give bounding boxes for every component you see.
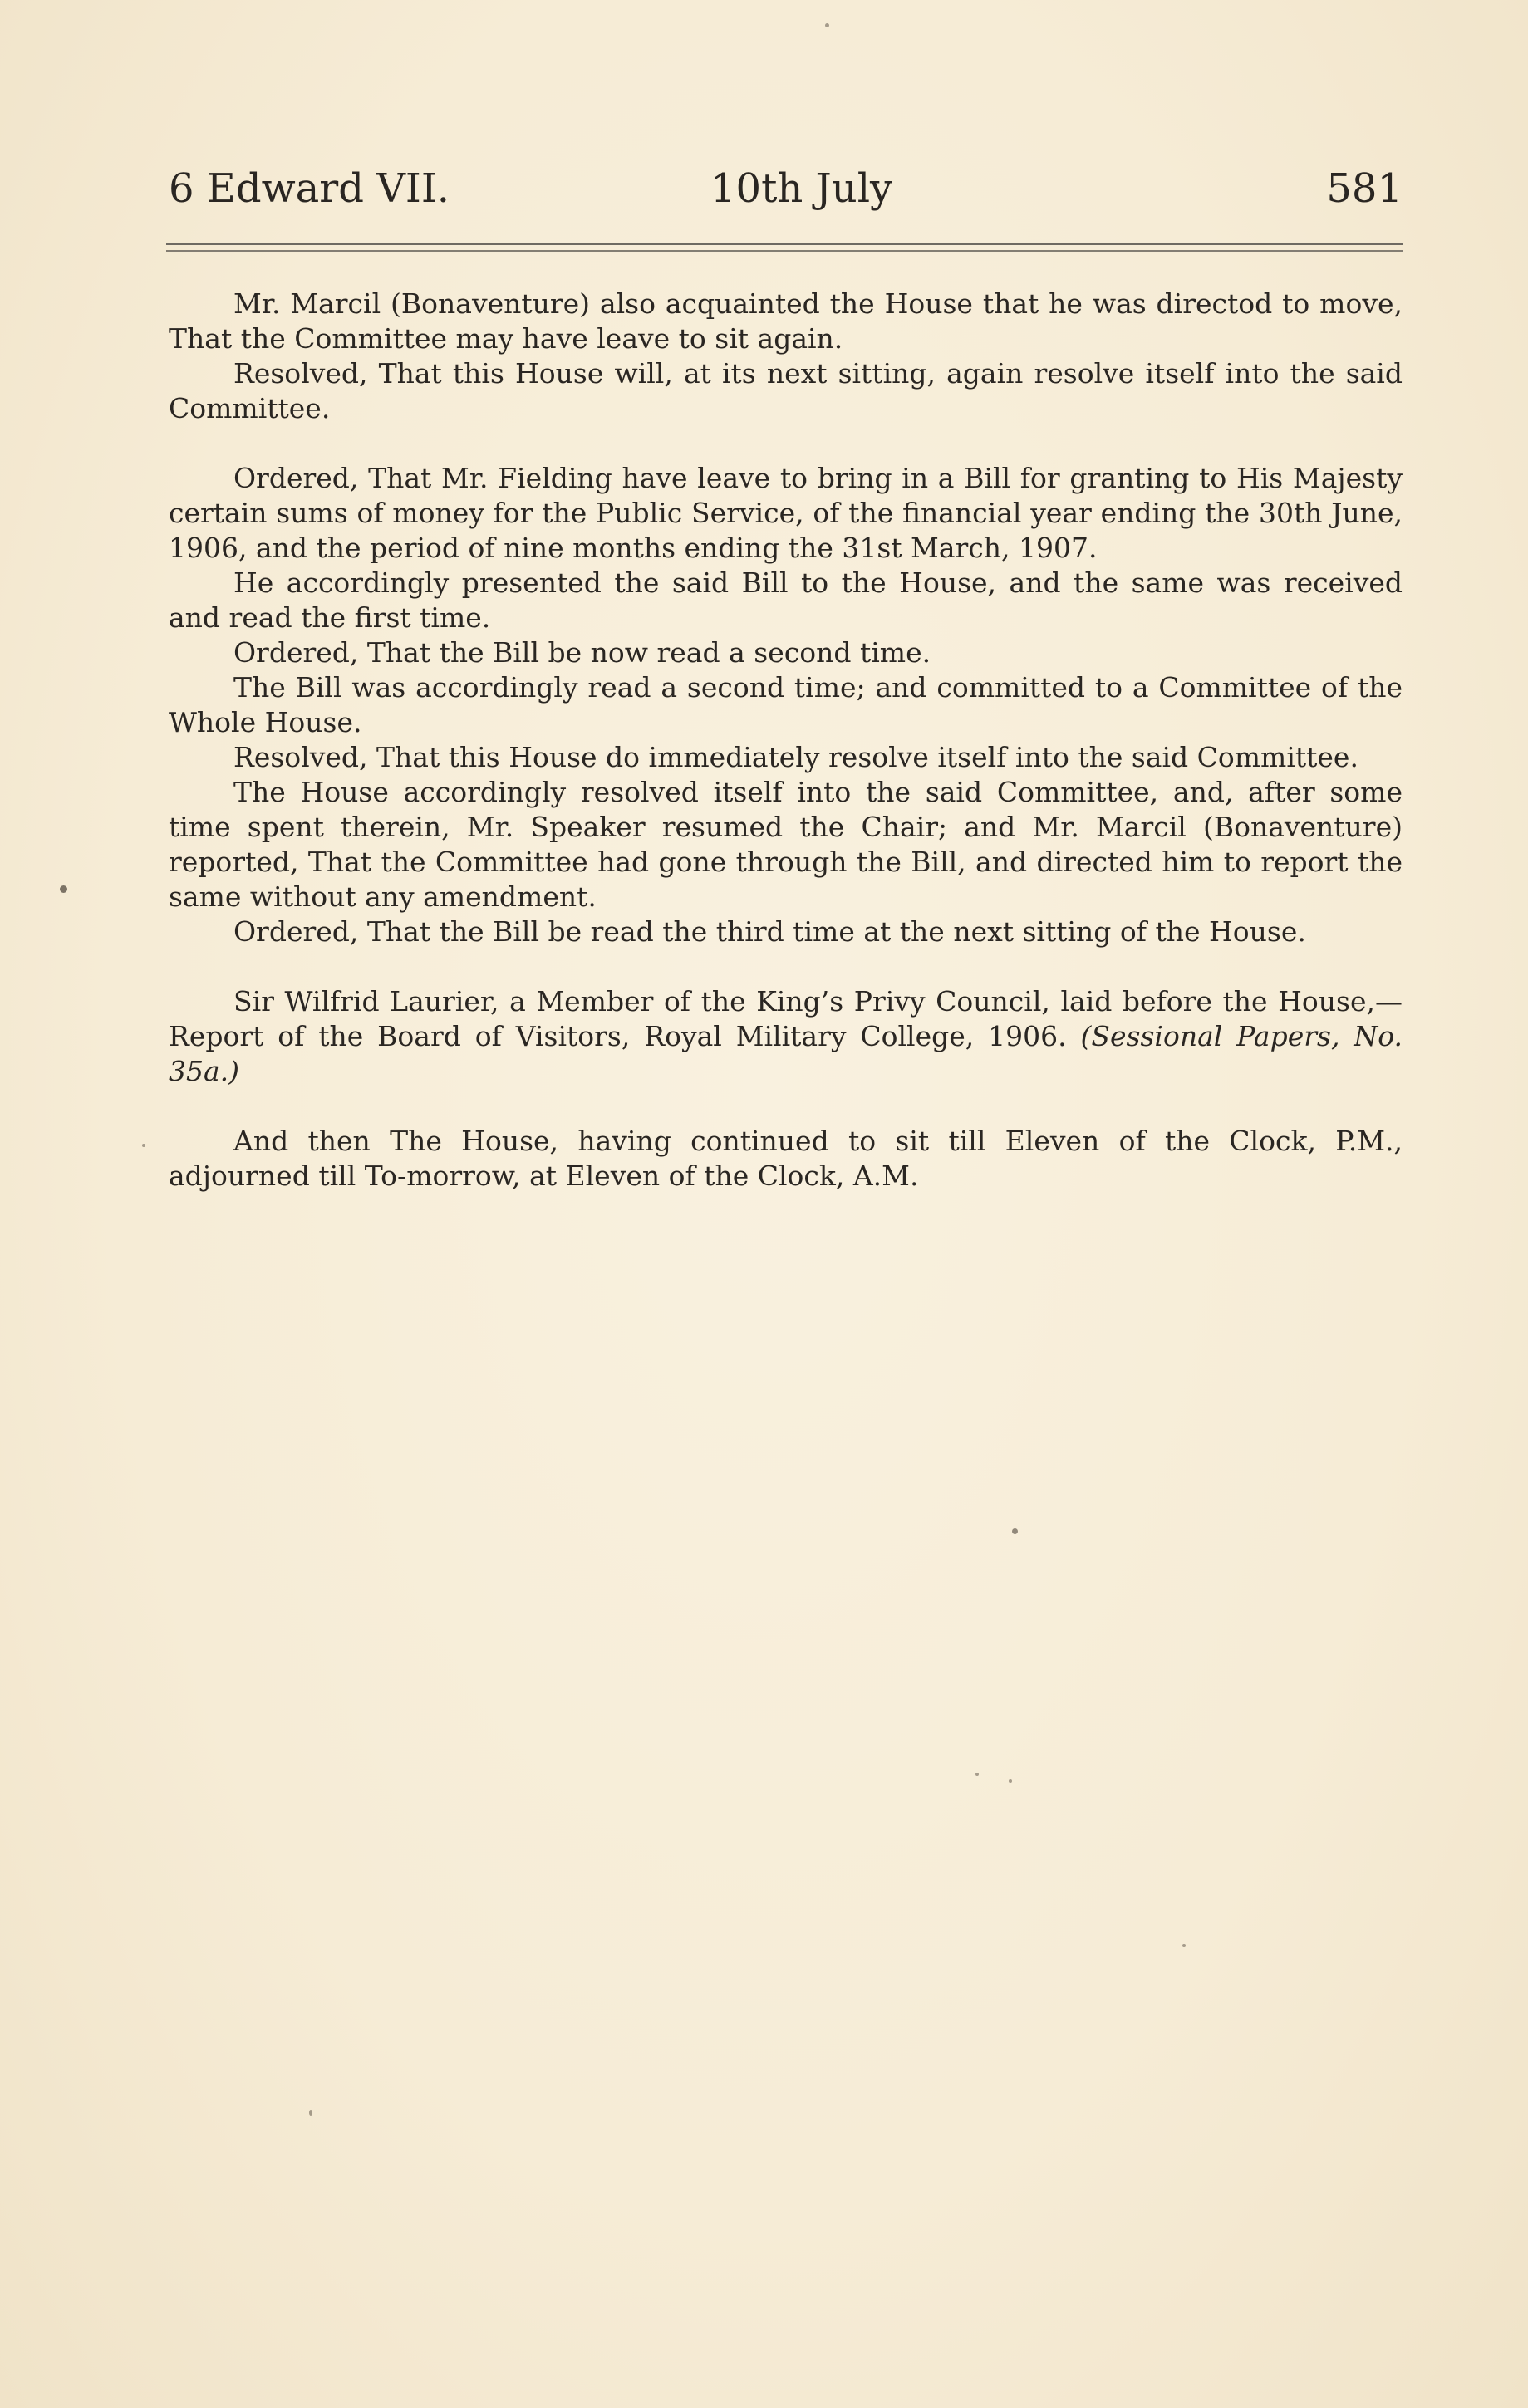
page-number: 581 <box>1326 165 1403 212</box>
paragraph-bill-presented: He accordingly presented the said Bill to the House, and the same was received and read the first time. <box>169 566 1403 634</box>
paragraph-ordered-fielding-bill: Ordered, That Mr. Fielding have leave to bring in a Bill for granting to His Majesty certain sums of money for the Public Service, of the financial year ending the 30th June, 1906, and the period of nine months ending the 31st March, 1907. <box>169 462 1403 564</box>
paragraph-laurier-report <box>169 984 1403 1089</box>
ink-speck <box>142 1144 145 1147</box>
paragraph-second-reading: The Bill was accordingly read a second time; and committed to a Committee of the Whole House. <box>169 671 1403 738</box>
header-rule-top <box>166 243 1403 245</box>
paragraph-committee-report: The House accordingly resolved itself into the said Committee, and, after some time spent therein, Mr. Speaker resumed the Chair; and Mr. Marcil (Bonaventure) reported, That the Committee had gone through the Bill, and directed him to report the same without any amendment. <box>169 776 1403 913</box>
ink-speck <box>1012 1528 1018 1534</box>
ink-speck <box>60 885 67 893</box>
paragraph-marcil-move: Mr. Marcil (Bonaventure) also acquainted the House that he was directod to move, That the Committee may have leave to sit again. <box>169 287 1403 355</box>
ink-speck <box>309 2110 312 2116</box>
paragraph-ordered-second-reading: Ordered, That the Bill be now read a second time. <box>233 636 931 669</box>
laurier-report-text: Sir Wilfrid Laurier, a Member of the King’s Privy Council, laid before the House,—Report of the Board of Visitors, Royal Military College, 1906. <box>169 985 1403 1052</box>
paragraph-resolved-next-sitting: Resolved, That this House will, at its next sitting, again resolve itself into the said Committee. <box>169 357 1403 424</box>
journal-body <box>169 287 1403 1194</box>
date-heading: 10th July <box>710 165 893 212</box>
paragraph-resolved-committee: Resolved, That this House do immediately resolve itself into the said Committee. <box>233 741 1358 773</box>
ink-speck <box>975 1773 979 1776</box>
ink-speck <box>825 23 829 27</box>
sessional-papers-reference: (Sessional Papers, No. 35a.) <box>169 1020 1403 1087</box>
page-header <box>169 159 1403 218</box>
header-rule-bottom <box>166 250 1403 252</box>
paragraph-adjournment: And then The House, having continued to sit till Eleven of the Clock, P.M., adjourned till To-morrow, at Eleven of the Clock, A.M. <box>169 1125 1403 1192</box>
paragraph-ordered-third-reading: Ordered, That the Bill be read the third time at the next sitting of the House. <box>233 915 1306 948</box>
regnal-year: 6 Edward VII. <box>169 165 450 212</box>
ink-speck <box>1009 1779 1012 1783</box>
ink-speck <box>1182 1944 1186 1947</box>
